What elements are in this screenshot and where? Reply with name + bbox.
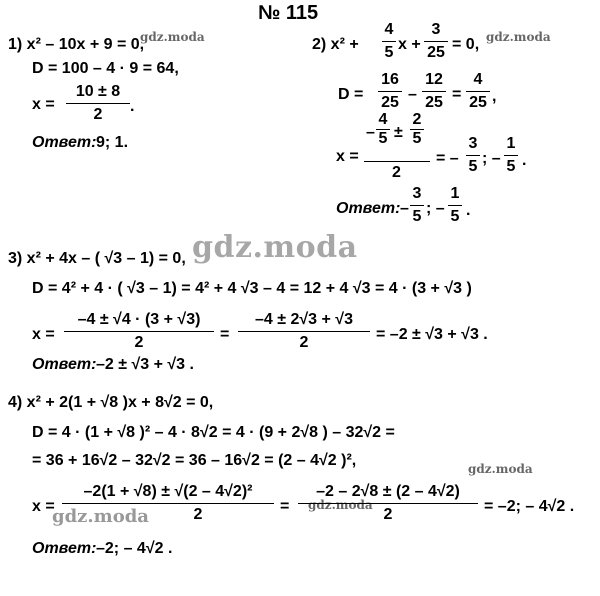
p1-discriminant: D = 100 – 4 · 9 = 64,	[32, 60, 179, 77]
p2-d-minus: –	[408, 86, 417, 103]
p1-answer-label: Ответ:	[32, 134, 97, 151]
p4-x2-fraction	[298, 482, 478, 525]
numerator: –2(1 + √8) ± √(2 – 4√2)²	[83, 483, 253, 500]
p2-frac-3-25	[424, 20, 448, 63]
p3-x-eq: =	[220, 326, 230, 343]
p2-xnum-pm: ±	[394, 124, 403, 141]
p1-equation: 1) x² – 10x + 9 = 0,	[8, 36, 145, 53]
numerator: 4	[473, 71, 483, 88]
p2-r2-frac	[504, 134, 518, 177]
numerator: 3	[468, 135, 478, 152]
p2-d-frac3	[466, 70, 490, 113]
fraction-bar	[410, 205, 424, 206]
fraction-bar	[378, 91, 402, 92]
numerator: –4 ± √4 · (3 + √3)	[77, 311, 201, 328]
numerator: 4	[378, 111, 388, 128]
p1-x-end: .	[130, 98, 135, 115]
p2-r-sep: ; –	[482, 150, 501, 167]
p2-d-lhs: D =	[338, 86, 364, 103]
p3-equation: 3) x² + 4x – ( √3 – 1) = 0,	[8, 250, 186, 267]
denominator: 25	[427, 44, 445, 61]
watermark: gdz.moda	[308, 498, 373, 512]
numerator: 1	[506, 135, 516, 152]
denominator: 5	[384, 44, 394, 61]
p2-a2-frac	[448, 184, 462, 227]
page-title: № 115	[258, 2, 319, 24]
numerator: –2 – 2√8 ± (2 – 4√2)	[316, 483, 460, 500]
denominator: 2	[383, 506, 393, 523]
watermark: gdz.moda	[468, 462, 533, 476]
denominator: 5	[450, 208, 460, 225]
p2-xnum-frac2	[410, 112, 424, 147]
numerator: 3	[431, 21, 441, 38]
p4-discriminant-2: = 36 + 16√2 – 32√2 = 36 – 16√2 = (2 – 4√2 )²,	[32, 452, 357, 469]
denominator: 5	[412, 208, 422, 225]
denominator: 5	[468, 158, 478, 175]
p4-discriminant-1: D = 4 · (1 + √8 )² – 4 · 8√2 = 4 · (9 + 2√8 ) – 32√2 =	[32, 424, 395, 441]
p2-xnum-minus: –	[366, 124, 375, 141]
watermark: gdz.moda	[140, 30, 205, 44]
p3-discriminant: D = 4² + 4 · ( √3 – 1) = 4² + 4 √3 – 4 = 12 + 4 √3 = 4 · (3 + √3 )	[32, 280, 472, 297]
p2-x-eq: = –	[436, 150, 459, 167]
p2-r1-frac	[466, 134, 480, 177]
numerator: 16	[381, 71, 399, 88]
fraction-bar	[64, 331, 214, 332]
p2-answer-minus: –	[400, 200, 409, 217]
fraction-bar	[504, 155, 518, 156]
p3-x-lhs: x =	[32, 326, 55, 343]
watermark: gdz.moda	[52, 506, 149, 527]
p2-answer-label: Ответ:	[336, 200, 401, 217]
p2-eq-mid: x +	[398, 36, 421, 53]
p4-answer-label: Ответ:	[32, 540, 97, 557]
p4-x-result: = –2; – 4√2 .	[484, 498, 575, 515]
denominator: 25	[469, 94, 487, 111]
p4-answer: –2; – 4√2 .	[96, 540, 173, 557]
denominator: 25	[425, 94, 443, 111]
numerator: 3	[412, 185, 422, 202]
p4-x-eq: =	[280, 498, 290, 515]
fraction-bar	[238, 331, 370, 332]
denominator: 2	[299, 334, 309, 351]
p3-answer-label: Ответ:	[32, 356, 97, 373]
fraction-bar	[66, 103, 130, 104]
numerator: 10 ± 8	[75, 83, 121, 100]
p4-x-lhs: x =	[32, 498, 55, 515]
p2-d-frac1	[378, 70, 402, 113]
numerator: 1	[450, 185, 460, 202]
p1-answer: 9; 1.	[96, 134, 129, 151]
p2-x-lhs: x =	[336, 148, 359, 165]
p2-answer-end: .	[466, 202, 471, 219]
fraction-bar	[422, 91, 446, 92]
p3-x-fraction	[64, 310, 214, 353]
fraction-bar	[466, 155, 480, 156]
denominator: 5	[378, 130, 388, 147]
p2-a1-frac	[410, 184, 424, 227]
fraction-bar	[298, 503, 478, 504]
numerator: 12	[425, 71, 443, 88]
p2-d-eq: =	[452, 86, 462, 103]
p1-x-fraction	[66, 82, 130, 125]
watermark: gdz.moda	[486, 30, 551, 44]
fraction-bar	[448, 205, 462, 206]
p2-answer-sep: ; –	[426, 200, 445, 217]
p2-d-frac2	[422, 70, 446, 113]
p3-answer: –2 ± √3 + √3 .	[96, 356, 194, 373]
p2-xnum-frac1	[376, 112, 390, 147]
numerator: 2	[412, 111, 422, 128]
p2-x-fraction-bar	[364, 161, 430, 162]
p2-eq-lhs: 2) x² +	[312, 36, 359, 53]
p2-x-den: 2	[392, 164, 401, 181]
p2-d-end: ,	[492, 88, 497, 105]
fraction-bar	[466, 91, 490, 92]
denominator: 2	[93, 106, 103, 123]
denominator: 5	[412, 130, 422, 147]
fraction-bar	[62, 503, 274, 504]
p3-x-result: = –2 ± √3 + √3 .	[376, 326, 488, 343]
p1-x-lhs: x =	[32, 96, 55, 113]
p3-x2-fraction	[238, 310, 370, 353]
p4-equation: 4) x² + 2(1 + √8 )x + 8√2 = 0,	[8, 394, 214, 411]
denominator: 25	[381, 94, 399, 111]
fraction-bar	[424, 41, 448, 42]
p2-eq-rhs: = 0,	[452, 36, 480, 53]
denominator: 5	[506, 158, 516, 175]
denominator: 2	[193, 506, 203, 523]
numerator: 4	[384, 21, 394, 38]
fraction-bar	[382, 41, 396, 42]
denominator: 2	[134, 334, 144, 351]
p2-frac-4-5	[382, 20, 396, 63]
numerator: –4 ± 2√3 + √3	[255, 311, 353, 328]
p2-r-end: .	[522, 152, 527, 169]
watermark: gdz.moda	[192, 230, 358, 265]
